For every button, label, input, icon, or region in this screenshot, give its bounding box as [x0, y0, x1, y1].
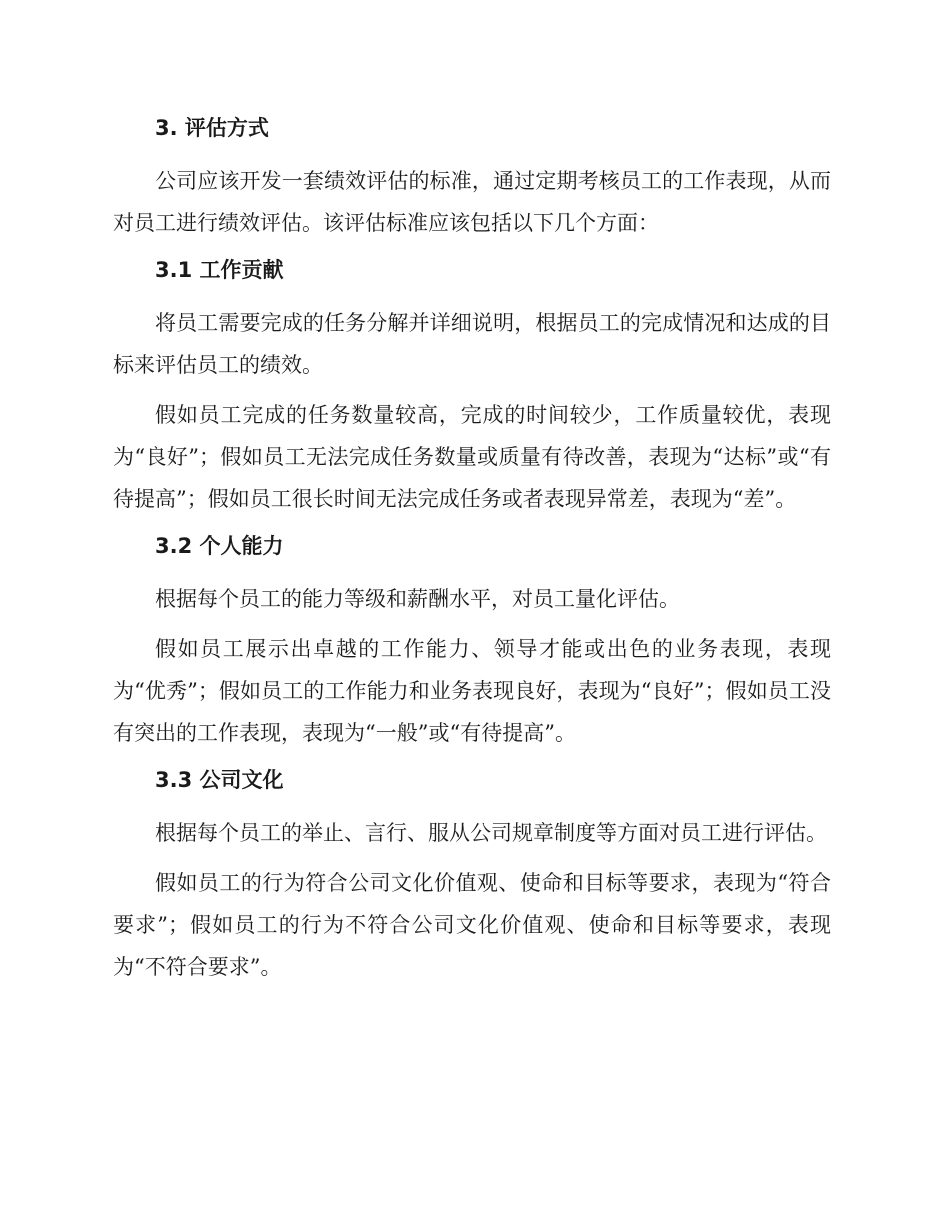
paragraph-company-culture-ratings: 假如员工的行为符合公司文化价值观、使命和目标等要求，表现为“符合要求”；假如员工的行为不符合公司文化价值观、使命和目标等要求，表现为“不符合要求”。 [113, 871, 831, 979]
document-page [113, 110, 831, 996]
paragraph-personal-ability-ratings: 假如员工展示出卓越的工作能力、领导才能或出色的业务表现，表现为“优秀”；假如员工的工作能力和业务表现良好，表现为“良好”；假如员工没有突出的工作表现，表现为“一般”或“有待提高”。 [113, 637, 831, 745]
paragraph-work-contribution-ratings: 假如员工完成的任务数量较高，完成的时间较少，工作质量较优，表现为“良好”；假如员工无法完成任务数量或质量有待改善，表现为“达标”或“有待提高”；假如员工很长时间无法完成任务或者表现异常差，表现为“差”。 [113, 403, 831, 511]
paragraph-company-culture-method: 根据每个员工的举止、言行、服从公司规章制度等方面对员工进行评估。 [155, 821, 827, 845]
subsection-heading-company-culture: 3.3 公司文化 [155, 768, 284, 792]
paragraph-work-contribution-method: 将员工需要完成的任务分解并详细说明，根据员工的完成情况和达成的目标来评估员工的绩效。 [113, 311, 831, 377]
section-intro-paragraph: 公司应该开发一套绩效评估的标准，通过定期考核员工的工作表现，从而对员工进行绩效评估。该评估标准应该包括以下几个方面： [113, 169, 831, 235]
paragraph-personal-ability-method: 根据每个员工的能力等级和薪酬水平，对员工量化评估。 [155, 587, 680, 611]
subsection-heading-work-contribution: 3.1 工作贡献 [155, 258, 284, 282]
section-heading: 3. 评估方式 [155, 116, 269, 140]
subsection-heading-personal-ability: 3.2 个人能力 [155, 534, 284, 558]
